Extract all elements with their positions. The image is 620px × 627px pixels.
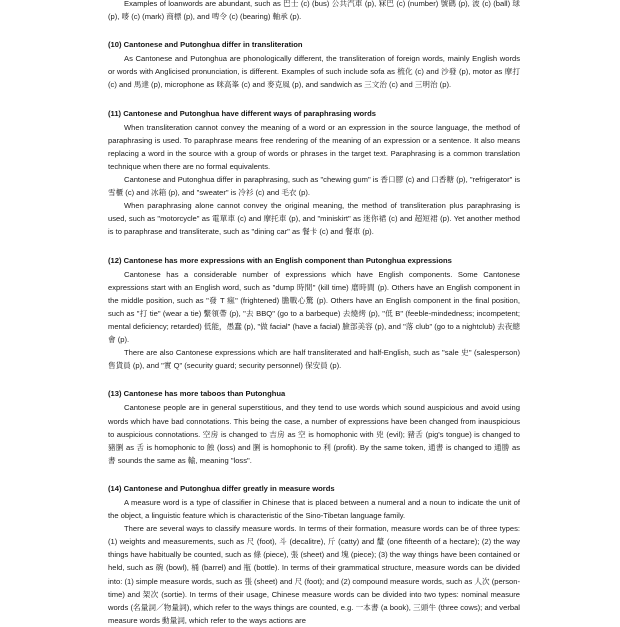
- paragraph: As Cantonese and Putonghua are phonologically different, the transliteration of foreign words, mainly English words or words with Anglicised pronunciation, is different. Examples of such include sofa as 梳化 (c) and 沙發 (p), motor as 摩打 (c) and 馬達 (p), microphone as 咪高峯 (c) and 麥克風 (p), and sandwich as 三文治 (c) and 三明治 (p).: [108, 54, 520, 90]
- section-title: (14) Cantonese and Putonghua differ greatly in measure words: [108, 483, 335, 493]
- section-10: [108, 38, 520, 91]
- paragraph: There are also Cantonese expressions which are half transliterated and half-English, such as "sale 史" (salesperson) 售貨員 (p), and "實 Q" (security guard; security personnel) 保安員 (p).: [108, 348, 520, 371]
- section-title: (13) Cantonese has more taboos than Putonghua: [108, 389, 286, 399]
- paragraph: Cantonese has a considerable number of expressions which have English components. Some Cantonese expressions start with an English word, such as "dump 時間" (kill time) 磨時間 (p). Others have an English component in the middle position, such as "發 T 瘋" (frightened) 膽戰心驚 (p). Others have an English component in the final position, such as "打 tie" (wear a tie) 繫領帶 (p), "去 BBQ" (go to a barbeque) 去燒烤 (p), "低 B" (feeble-mindedness; incompetent; mental deficiency; retarded) 低能，愚蠢 (p), "做 facial" (have a facial) 臉部美容 (p), and "落 club" (go to a nightclub) 去夜總會 (p).: [108, 269, 520, 345]
- paragraph: When transliteration cannot convey the meaning of a word or an expression in the source language, the method of paraphrasing is used. To paraphrase means free rendering of the meaning of an expression or a sentence. It also means replacing a word in the source with a group of words or phrases in the target text. Paraphrasing is a common translation technique when there are no formal equivalents.: [108, 122, 520, 171]
- paragraph: Cantonese and Putonghua differ in paraphrasing, such as "chewing gum" is 香口膠 (c) and 口香糖 (p), "refrigerator" is 雪櫃 (c) and 冰箱 (p), and "sweater" is 冷衫 (c) and 毛衣 (p).: [108, 175, 520, 198]
- section-title: (10) Cantonese and Putonghua differ in transliteration: [108, 40, 303, 50]
- paragraph: A measure word is a type of classifier in Chinese that is placed between a numeral and a noun to indicate the unit of the object, a linguistic feature which is characteristic of the Sino-Tibetan language family.: [108, 498, 520, 521]
- intro-paragraph: Examples of loanwords are abundant, such as 巴士 (c) (bus) 公共汽車 (p), 冧巴 (c) (number) 號碼 (p), 波 (c) (ball) 球 (p), 嘜 (c) (mark) 商標 (p), and 啤令 (c) (bearing) 軸承 (p).: [108, 0, 520, 22]
- section-13: [108, 387, 520, 467]
- section-14: [108, 482, 520, 627]
- section-11: [108, 107, 520, 239]
- paragraph: Cantonese people are in general superstitious, and they tend to use words which sound auspicious and avoid using words which have bad connotations. This being the case, a number of expressions have been changed from inauspicious to auspicious connotations. 空房 is changed to 吉房 as 空 is homophonic with 兇 (evil); 豬舌 (pig's tongue) is changed to 豬脷 as 舌 is homophonic to 蝕 (loss) and 脷 is homophonic to 利 (profit). By the same token, 通書 is changed to 通勝 as 書 sounds the same as 輸, meaning "loss".: [108, 403, 520, 465]
- paragraph: When paraphrasing alone cannot convey the original meaning, the method of transliteration plus paraphrasing is used, such as "motorcycle" as 電單車 (c) and 摩托車 (p), and "miniskirt" as 迷你裙 (c) and 超短裙 (p). Yet another method is to paraphrase and transliterate, such as "dining car" as 餐卡 (c) and 餐車 (p).: [108, 201, 520, 237]
- section-title: (12) Cantonese has more expressions with an English component than Putonghua expressions: [108, 255, 452, 265]
- paragraph: There are several ways to classify measure words. In terms of their formation, measure words can be of three types: (1) weights and measurements, such as 尺 (foot), 斗 (decalitre), 斤 (catty) and 釐 (one fifteenth of a hectare); (2) the way things have habitually be counted, such as 條 (piece), 張 (sheet) and 塊 (piece); (3) the way things have been contained or held, such as 碗 (bowl), 桶 (barrel) and 瓶 (bottle). In terms of their grammatical structure, measure words can be divided into: (1) simple measure words, such as 張 (sheet) and 尺 (foot); and (2) compound measure words, such as 人次 (person-time) and 架次 (sortie). In terms of their usage, Chinese measure words can be divided into two types: nominal measure words (名量詞／物量詞), which refer to the ways things are counted, e.g. 一本書 (a book), 三頭牛 (three cows); and verbal measure words 動量詞, which refer to the ways actions are: [108, 524, 520, 625]
- section-12: [108, 254, 520, 373]
- section-title: (11) Cantonese and Putonghua have different ways of paraphrasing words: [108, 108, 376, 118]
